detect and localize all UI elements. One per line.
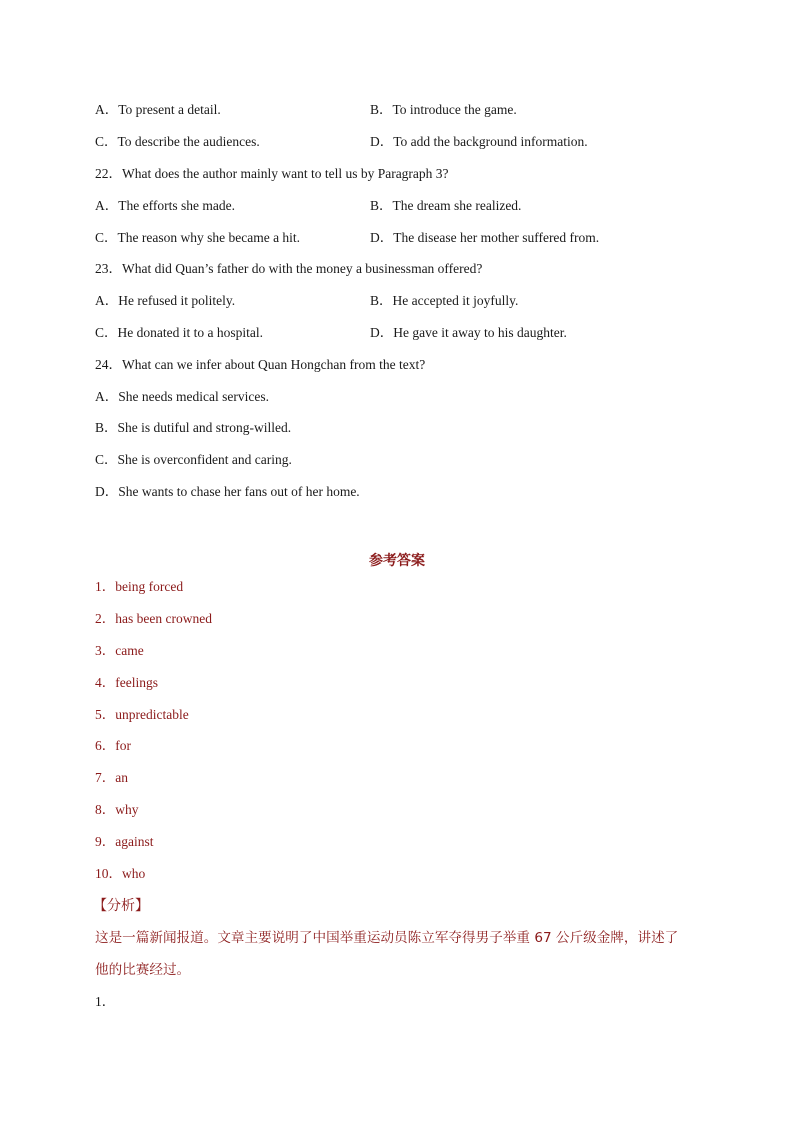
answer-item-8: 8．why [95, 802, 139, 817]
analysis-line-1: 这是一篇新闻报道。文章主要说明了中国举重运动员陈立军夺得男子举重 67 公斤级金牌，讲述了 [95, 930, 679, 946]
q22-option-a: A．The efforts she made. [95, 198, 235, 213]
q24-option-d: D．She wants to chase her fans out of her home. [95, 484, 360, 499]
answer-item-10: 10．who [95, 866, 146, 881]
trailing-item: 1． [95, 994, 116, 1009]
answer-item-3: 3．came [95, 643, 144, 658]
q21-option-d: D．To add the background information. [370, 134, 588, 149]
q21-option-a: A．To present a detail. [95, 102, 221, 117]
q24-option-a: A．She needs medical services. [95, 389, 269, 404]
answer-item-2: 2．has been crowned [95, 611, 212, 626]
answer-item-7: 7．an [95, 770, 128, 785]
q24-stem: 24．What can we infer about Quan Hongchan from the text? [95, 357, 426, 372]
answer-item-4: 4．feelings [95, 675, 158, 690]
q22-option-b: B．The dream she realized. [370, 198, 522, 213]
q23-option-a: A．He refused it politely. [95, 293, 236, 308]
q24-option-b: B．She is dutiful and strong-willed. [95, 420, 292, 435]
answer-item-1: 1．being forced [95, 579, 184, 594]
answer-item-5: 5．unpredictable [95, 707, 189, 722]
analysis-title: 【分析】 [93, 898, 149, 914]
q21-option-b: B．To introduce the game. [370, 102, 517, 117]
q22-stem: 22．What does the author mainly want to tell us by Paragraph 3? [95, 166, 449, 181]
q24-option-c: C．She is overconfident and caring. [95, 452, 292, 467]
answer-key-heading: 参考答案 [369, 553, 425, 569]
answer-item-6: 6．for [95, 738, 131, 753]
analysis-line-2: 他的比赛经过。 [95, 962, 191, 978]
q23-option-b: B．He accepted it joyfully. [370, 293, 519, 308]
q22-option-d: D．The disease her mother suffered from. [370, 230, 600, 245]
q21-option-c: C．To describe the audiences. [95, 134, 260, 149]
q23-stem: 23．What did Quan’s father do with the money a businessman offered? [95, 261, 483, 276]
answer-item-9: 9．against [95, 834, 154, 849]
q23-option-d: D．He gave it away to his daughter. [370, 325, 567, 340]
q23-option-c: C．He donated it to a hospital. [95, 325, 263, 340]
q22-option-c: C．The reason why she became a hit. [95, 230, 301, 245]
